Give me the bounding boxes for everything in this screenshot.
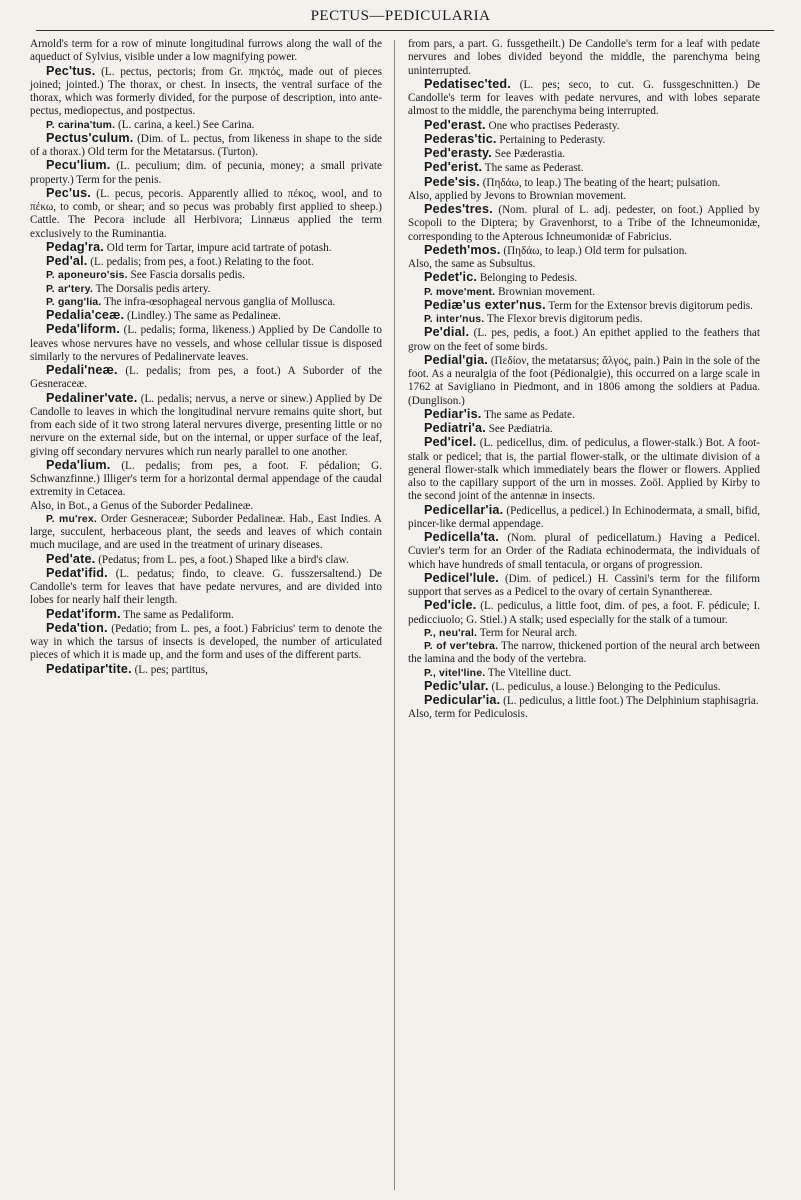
definition-text: (L. pedalis; from pes, a foot.) Relating to the foot. [87,256,314,268]
column-divider [394,40,395,1190]
definition-text: Brownian movement. [495,285,596,298]
headword: Pedicellar'ia. [424,502,504,517]
dictionary-entry [30,65,382,119]
headword: Pe'dial. [424,325,470,340]
definition-text: (L. pedicellus, dim. of pediculus, a flower-stalk.) Bot. A foot-stalk or pedicel; that is, the partial flower-stalk, or the ultimate division of a general flower-stalk which immediately bears the flower or flowers. Applied also to the capillary support of the urn in mosses. Zoöl. Applied by Kirby to the second joint of the antennæ in insects. [408,437,760,503]
definition-text: The narrow, thickened portion of the neural arch between the lamina and the body of the vertebra. [408,640,760,666]
dictionary-entry [30,567,382,608]
definition-text: (L. pes, pedis, a foot.) An epithet applied to the feathers that grow on the feet of some birds. [408,327,760,353]
definition-text: Order Gesneraceæ; Suborder Pedalineæ. Hab., East Indies. A large, succulent, herbaceous plant, the seeds and leaves of which contain much mucilage, and are used in the treatment of urinary diseases. [30,512,382,552]
headword: Pecu'lium. [46,158,111,173]
headword: Pedatipar'tite. [46,661,132,676]
dictionary-entry [408,436,760,503]
headword: P. inter'nus. [424,314,485,325]
headword: Pec'us. [46,185,91,200]
definition-text: (Πηδάω, to leap.) Old term for pulsation. [500,244,688,257]
entry-continuation [30,38,382,65]
definition-text: The same as Pedate. [481,408,575,421]
headword: Pedicella'ta. [424,530,499,544]
definition-text: (Πηδάω, to leap.) The beating of the heart; pulsation. [479,176,721,189]
dictionary-entry [30,255,382,269]
definition-text: (L. pedalis; forma, likeness.) Applied by De Candolle to leaves whose nervures have no vessels, and whose cellular tissue is disposed similarly to the nervures of Pedalinervate leaves. [30,324,382,363]
headword: Pedali'neæ. [46,363,118,377]
definition-text: The same as Pedaliform. [120,608,234,621]
headword: P. ar'tery. [46,283,94,295]
definition-text: (L. pedalis; from pes, a foot.) A Suborder of the Gesneraceæ. [30,365,382,391]
definition-text: from pars, a part. G. fussgetheilt.) De Candolle's term for a leaf with pedate nervures and lobes divided beyond the middle, the parenchyma being uninterrupted. [408,38,760,77]
definition-text: The infra-œsophageal nervous ganglia of Mollusca. [101,295,336,308]
definition-text: (L. pediculus, a louse.) Belonging to the Pediculus. [488,680,721,693]
definition-text: Arnold's term for a row of minute longitudinal furrows along the wall of the aqueduct of Sylvius, visible under a low magnifying power. [30,38,382,64]
sub-entry [408,627,760,640]
definition-text: The Flexor brevis digitorum pedis. [484,313,643,325]
left-column [30,38,382,677]
headword: Pectus'culum. [46,130,134,145]
headword: P., vitel'line. [424,667,486,679]
definition-text: (Nom. plural of pedicellatum.) Having a Pedicel. Cuvier's term for an Order of the Radiata echinodermata, the individuals of which have hundreds of small tentacula, or organs of progression. [408,532,760,571]
definition-text: The Vitelline duct. [485,666,572,679]
dictionary-entry [408,422,760,436]
headword: Pec'tus. [46,63,96,78]
dictionary-entry [408,119,760,133]
dictionary-entry [408,203,760,244]
dictionary-entry [408,161,760,175]
sub-entry [30,119,382,132]
definition-text: (L. pes; seco, to cut. G. fussgeschnitten.) De Candolle's term for leaves with pedate nervures, and with lobes separate almost to the middle, the parenchyma being interrupted. [408,78,760,118]
headword: Pedeth'mos. [424,242,501,257]
sub-entry [408,640,760,667]
headword: P. move'ment. [424,286,496,298]
headword: Pederas'tic. [424,131,497,146]
definition-text: (L. pediculus, a little foot.) The Delphinium staphisagria. [500,695,759,707]
sub-entry [30,269,382,282]
headword: Peda'lium. [46,457,111,472]
sub-entry [408,667,760,680]
headword: Pedes'tres. [424,202,493,216]
headword: P. mu'rex. [46,513,97,525]
dictionary-entry [30,187,382,241]
headword: Pedat'iform. [46,606,121,621]
dictionary-entry [408,599,760,627]
definition-text: (Dim. of L. pectus, from likeness in shape to the side of a thorax.) Old term for the Metatarsus. (Turton). [30,132,382,158]
definition-text: (L. pediculus, a little foot, dim. of pes, a foot. F. pédicule; I. pedicciuolo; G. Stiel.) A stalk; used especially for the stalk of a tumour. [408,600,760,626]
dictionary-entry [408,176,760,190]
headword: Pedicel'lule. [424,570,499,585]
entry-continuation [408,708,760,721]
dictionary-entry [30,132,382,160]
dictionary-entry [408,299,760,313]
headword: P. carina'tum. [46,119,116,131]
dictionary-entry [408,504,760,532]
dictionary-entry [408,694,760,708]
headword: Pedic'ular. [424,678,489,693]
dictionary-entry [408,354,760,408]
dictionary-entry [408,572,760,600]
definition-text: The same as Pederast. [482,162,584,175]
headword: Pedicular'ia. [424,693,501,707]
dictionary-entry [408,78,760,119]
dictionary-entry [30,553,382,567]
headword: Pedat'ifid. [46,565,108,580]
headword: Ped'icle. [424,598,477,613]
dictionary-entry [408,244,760,258]
headword: Pedalia'ceæ. [46,308,125,322]
definition-text: See Pædiatria. [485,423,553,435]
dictionary-entry [30,392,382,459]
definition-text: Also, the same as Subsultus. [408,258,536,270]
sub-entry [30,283,382,296]
definition-text: (Πεδίον, the metatarsus; ἄλγος, pain.) Pain in the sole of the foot. As a neuralgia of the foot (Pédionalgie), this occurred on a large scale in 1762 at Savigliano in Piedmont, and in 1806 among the soldiers at Padua. (Dunglison.) [408,354,760,407]
definition-text: The Dorsalis pedis artery. [93,282,211,295]
right-column [408,38,760,722]
definition-text: (L. carina, a keel.) See Carina. [115,118,255,131]
headword: Pedial'gia. [424,352,488,367]
dictionary-entry [408,531,760,572]
headword: Ped'al. [46,254,88,268]
headword: Ped'erist. [424,160,483,175]
entry-continuation [408,258,760,271]
definition-text: One who practises Pederasty. [485,119,620,132]
headword: Pediæ'us exter'nus. [424,297,546,312]
definition-text: (L. pedatus; findo, to cleave. G. fusszersaltend.) De Candolle's term for leaves that have pedate nervures, and are divided into lobes for nearly half their length. [30,567,382,607]
dictionary-entry [30,159,382,187]
definition-text: (L. pes; partitus, [131,663,208,676]
definition-text: Term for the Extensor brevis digitorum pedis. [545,299,753,312]
dictionary-entry [30,323,382,364]
definition-text: Also, applied by Jevons to Brownian movement. [408,189,627,202]
definition-text: (Nom. plural of L. adj. pedester, on foot.) Applied by Scopoli to the Diptera; by Gravenhorst, to a Tribe of the Ichneumonidæ, corresponding to the Apterous Ichneumonidæ of Fabricius. [408,204,760,243]
dictionary-entry [30,241,382,255]
header-rule [36,30,774,31]
headword: Pedaliner'vate. [46,390,138,405]
definition-text: (Pedatus; from L. pes, a foot.) Shaped like a bird's claw. [95,553,349,566]
dictionary-entry [408,680,760,694]
definition-text: Belonging to Pedesis. [477,272,578,285]
dictionary-entry [408,408,760,422]
definition-text: Pertaining to Pederasty. [496,133,606,146]
headword: P. of ver'tebra. [424,641,499,652]
headword: Pedag'ra. [46,239,104,254]
definition-text: (L. pedalis; nervus, a nerve or sinew.) Applied by De Candolle to leaves in which the longitudinal nervure remains quite short, but from each side of it two strong lateral nervures diverge, presenting little or no nervure on the external side, but on the internal, or upper surface of the leaf, giving off secondary nervures which run nearly parallel to one another. [30,392,382,458]
definition-text: (Lindley.) The same as Pedalineæ. [124,310,281,322]
headword: Ped'erast. [424,117,486,132]
headword: Ped'ate. [46,551,96,566]
definition-text: See Pæderastia. [491,148,565,160]
entry-continuation [30,500,382,513]
headword: P. gang'lia. [46,296,102,308]
dictionary-entry [408,133,760,147]
headword: Peda'tion. [46,620,108,635]
headword: P. aponeuro'sis. [46,270,128,282]
definition-text: Term for Neural arch. [477,626,578,639]
entry-continuation [408,38,760,78]
dictionary-entry [30,608,382,622]
definition-text: See Fascia dorsalis pedis. [127,269,245,282]
dictionary-entry [408,326,760,354]
definition-text: Also, term for Pediculosis. [408,708,528,721]
dictionary-entry [30,663,382,677]
dictionary-entry [30,309,382,323]
sub-entry [408,313,760,326]
headword: Pede'sis. [424,174,480,189]
definition-text: (L. pedalis; from pes, a foot. F. pédalion; G. Schwanzfinne.) Illiger's term for a horizontal dermal appendage of the caudal extremity in Cetacea. [30,459,382,499]
definition-text: (Pedatio; from L. pes, a foot.) Fabricius' term to denote the way in which the tarsus of insects is developed, the number of articulated pieces of which it is made up, and the form and uses of the different parts. [30,622,382,662]
dictionary-entry [408,271,760,285]
running-head: PECTUS—PEDICULARIA [310,8,491,24]
definition-text: Also, in Bot., a Genus of the Suborder Pedalineæ. [30,499,254,512]
headword: Pedatisec'ted. [424,76,511,91]
dictionary-entry [408,147,760,161]
definition-text: (L. pecus, pecoris. Apparently allied to πέκος, wool, and to πέκω, to comb, or shear; and so pecus was probably first applied to sheep.) Cattle. The Pecora include all Herbivora; Linnæus applied the term exclusively to the Ruminantia. [30,187,382,240]
headword: P., neu'ral. [424,627,478,639]
dictionary-entry [30,622,382,663]
headword: Pediar'is. [424,406,482,421]
definition-text: (L. pectus, pectoris; from Gr. πηκτός, made out of pieces joined; jointed.) The thorax, or chest. In insects, the ventral surface of the thorax, which was formerly divided, for the purpose of description, into ante-pectus, mediopectus, and postpectus. [30,65,382,118]
definition-text: (L. peculium; dim. of pecunia, money; a small private property.) Term for the penis. [30,160,382,186]
definition-text: (Dim. of pedicel.) H. Cassini's term for the filiform support that serves as a Pedicel to the ovary of certain Synanthereæ. [408,572,760,598]
entry-continuation [408,190,760,203]
definition-text: (Pedicellus, a pedicel.) In Echinodermata, a small, bifid, pincer-like dermal appendage. [408,504,760,530]
headword: Peda'liform. [46,322,120,337]
definition-text: Old term for Tartar, impure acid tartrate of potash. [104,241,332,254]
headword: Pedet'ic. [424,270,478,285]
sub-entry [30,296,382,309]
dictionary-entry [30,459,382,500]
dictionary-entry [30,364,382,392]
headword: Pediatri'a. [424,421,486,435]
sub-entry [30,513,382,553]
sub-entry [408,286,760,299]
headword: Ped'erasty. [424,146,492,160]
headword: Ped'icel. [424,435,477,450]
